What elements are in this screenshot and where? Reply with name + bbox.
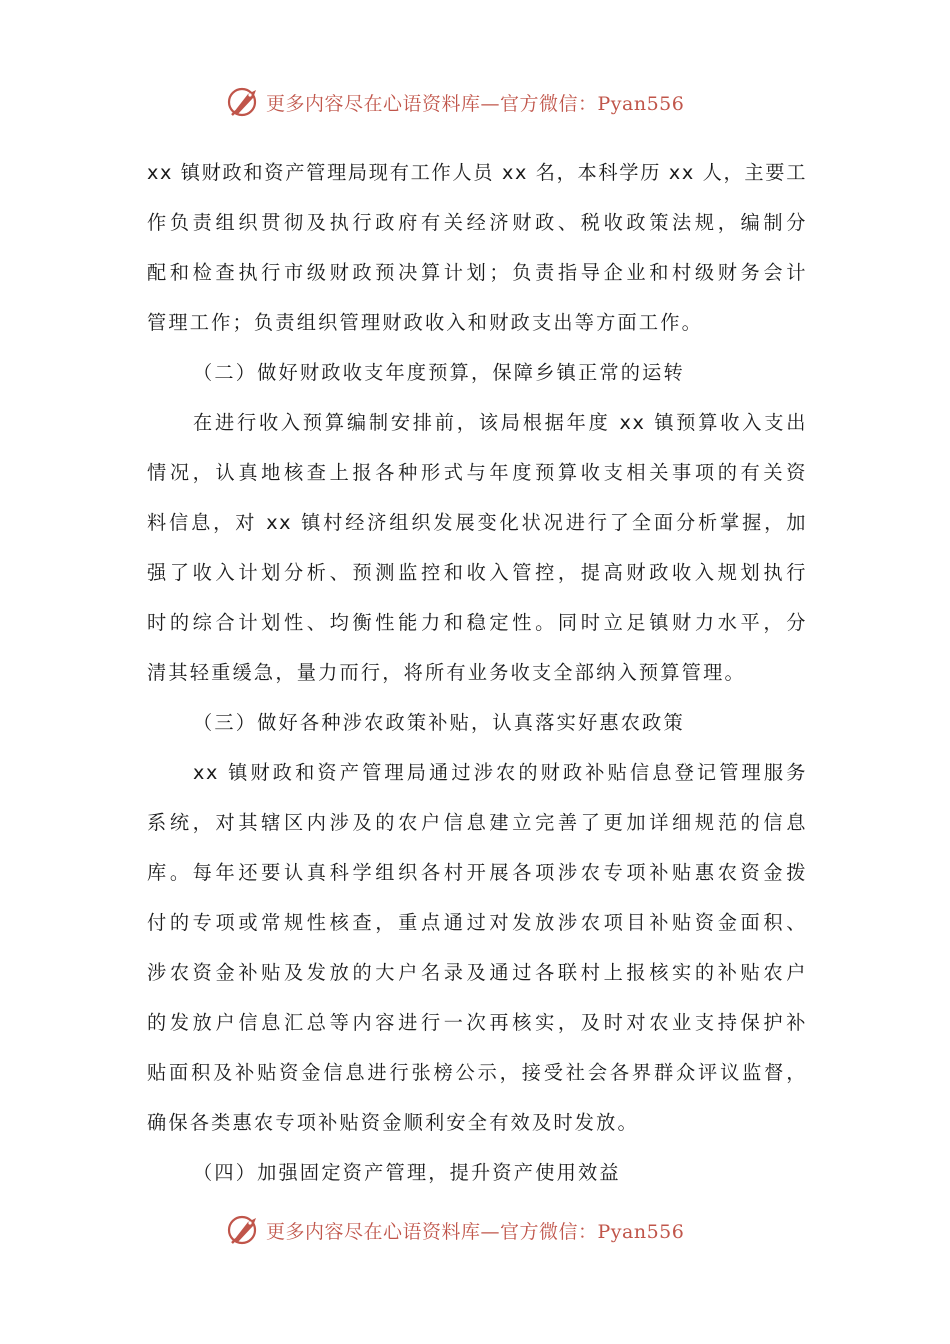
paragraph-line: 确保各类惠农专项补贴资金顺利安全有效及时发放。	[147, 1111, 639, 1134]
paragraph-line: 贴面积及补贴资金信息进行张榜公示，接受社会各界群众评议监督，	[147, 1061, 807, 1084]
paragraph-line: 在进行收入预算编制安排前，该局根据年度 xx 镇预算收入支出	[193, 411, 807, 434]
paragraph-line: 系统，对其辖区内涉及的农户信息建立完善了更加详细规范的信息	[147, 811, 807, 834]
banner-text: 更多内容尽在心语资料库—官方微信：Pyan556	[266, 1221, 685, 1243]
pen-nib-logo-icon	[226, 1212, 262, 1248]
section-heading: （三）做好各种涉农政策补贴，认真落实好惠农政策	[193, 711, 685, 734]
section-heading: （二）做好财政收支年度预算，保障乡镇正常的运转	[193, 361, 685, 384]
paragraph-line: 的发放户信息汇总等内容进行一次再核实，及时对农业支持保护补	[147, 1011, 807, 1034]
header-banner	[0, 82, 950, 122]
document-body	[147, 148, 807, 1198]
section-heading: （四）加强固定资产管理，提升资产使用效益	[193, 1161, 621, 1184]
pen-nib-logo-icon	[226, 84, 262, 120]
paragraph-line: 作负责组织贯彻及执行政府有关经济财政、税收政策法规，编制分	[147, 211, 807, 234]
paragraph-line: 付的专项或常规性核查，重点通过对发放涉农项目补贴资金面积、	[147, 911, 807, 934]
banner-text: 更多内容尽在心语资料库—官方微信：Pyan556	[266, 93, 685, 115]
footer-banner	[0, 1210, 950, 1250]
paragraph-line: 情况，认真地核查上报各种形式与年度预算收支相关事项的有关资	[147, 461, 807, 484]
paragraph-line: 清其轻重缓急，量力而行，将所有业务收支全部纳入预算管理。	[147, 661, 746, 684]
paragraph-line: xx 镇财政和资产管理局通过涉农的财政补贴信息登记管理服务	[193, 761, 807, 784]
paragraph-line: 料信息，对 xx 镇村经济组织发展变化状况进行了全面分析掌握，加	[147, 511, 807, 534]
paragraph-line: 配和检查执行市级财政预决算计划；负责指导企业和村级财务会计	[147, 261, 807, 284]
paragraph-line: 管理工作；负责组织管理财政收入和财政支出等方面工作。	[147, 311, 704, 334]
paragraph-line: 强了收入计划分析、预测监控和收入管控，提高财政收入规划执行	[147, 561, 807, 584]
paragraph-line: 涉农资金补贴及发放的大户名录及通过各联村上报核实的补贴农户	[147, 961, 807, 984]
paragraph-line: 时的综合计划性、均衡性能力和稳定性。同时立足镇财力水平，分	[147, 611, 807, 634]
paragraph-line: xx 镇财政和资产管理局现有工作人员 xx 名，本科学历 xx 人，主要工	[147, 161, 807, 184]
paragraph-line: 库。每年还要认真科学组织各村开展各项涉农专项补贴惠农资金拨	[147, 861, 807, 884]
